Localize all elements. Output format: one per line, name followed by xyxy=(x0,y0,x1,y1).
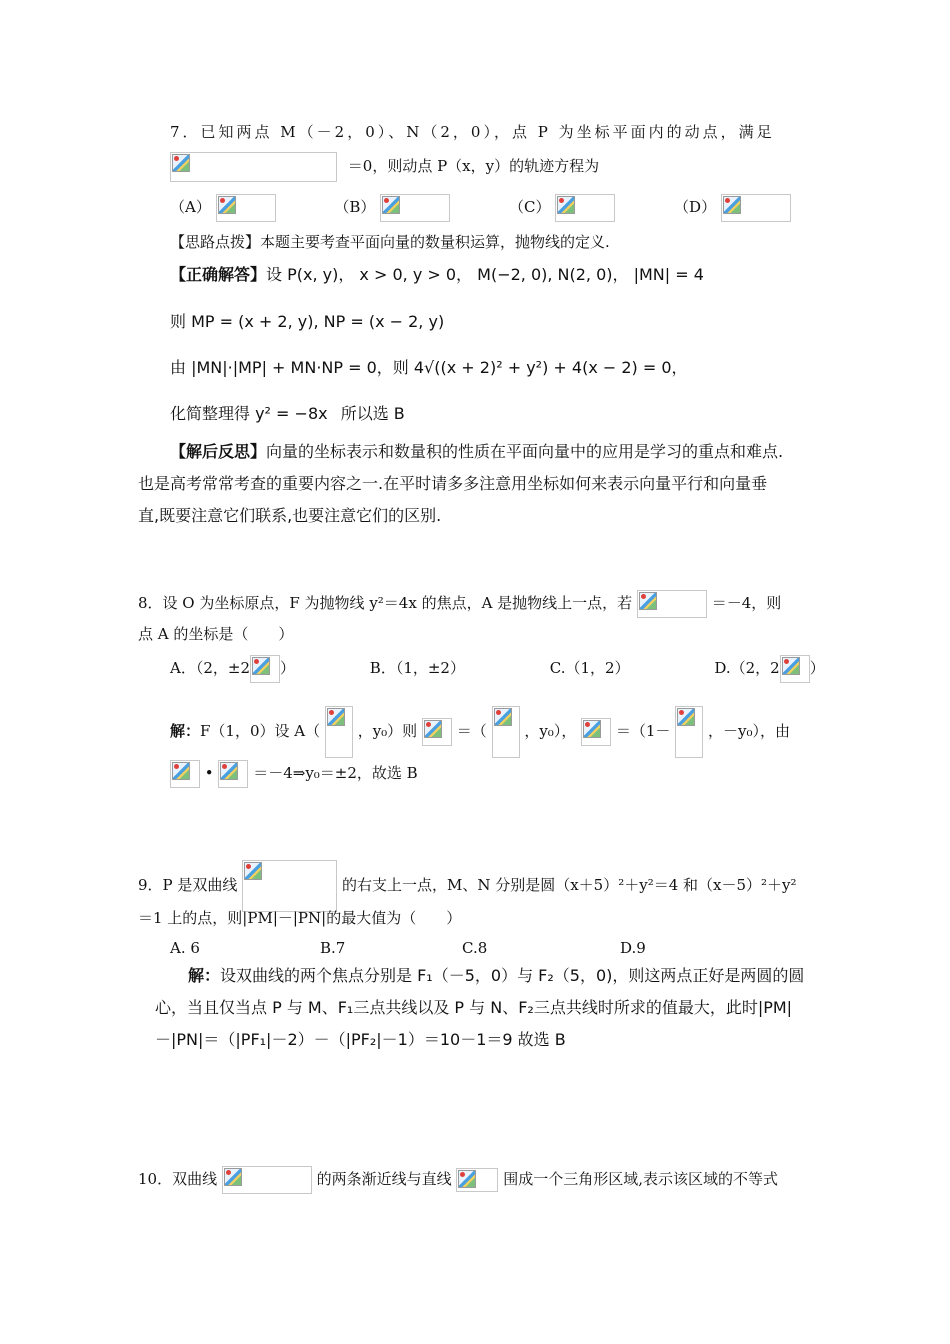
q8-solution-line2 xyxy=(170,760,418,788)
q8-stem-1a: 8．设 O 为坐标原点，F 为抛物线 y²＝4x 的焦点，A 是抛物线上一点，若 xyxy=(138,594,633,612)
q8-sol-1f: ，－y₀），由 xyxy=(708,722,790,740)
q7-answer-2: 则 MP = (x + 2, y), NP = (x − 2, y) xyxy=(170,312,445,331)
q10-stem-1b: 的两条渐近线与直线 xyxy=(316,1170,452,1188)
q8-option-b: B．（1，±2） xyxy=(369,659,465,677)
q7-hint xyxy=(170,230,610,254)
formula-image-icon xyxy=(555,194,615,222)
q8-stem-line2: 点 A 的坐标是（ ） xyxy=(138,625,294,643)
q7-reflect-line1 xyxy=(170,440,783,464)
q8-sol-2b: ＝－4⇒y₀＝±2，故选 B xyxy=(253,764,418,782)
q7-option-a-label: （A） xyxy=(170,198,211,216)
q10-stem-1a: 10．双曲线 xyxy=(138,1170,218,1188)
formula-image-icon xyxy=(216,194,276,222)
q7-answer-line4 xyxy=(170,402,405,426)
q7-stem-line1: 7．已知两点 M（－2，0）、N（2，0），点 P 为坐标平面内的动点，满足 xyxy=(170,123,775,141)
formula-image-icon xyxy=(325,706,353,758)
q9-stem-1a: 9．P 是双曲线 xyxy=(138,876,238,894)
q8-stem-line1 xyxy=(138,590,781,618)
formula-image-icon xyxy=(222,1166,312,1194)
q8-sol-1a: F（1，0）设 A（ xyxy=(200,722,321,740)
q7-answer-line1 xyxy=(170,263,704,287)
formula-image-icon xyxy=(721,194,791,222)
q9-stem-1b: 的右支上一点，M、N 分别是圆（x＋5）²＋y²＝4 和（x－5）²＋y² xyxy=(341,876,797,894)
q8-solution-line1 xyxy=(170,706,790,758)
q9-option-d: D.9 xyxy=(620,939,646,957)
q8-option-c: C.（1，2） xyxy=(549,659,630,677)
formula-image-icon xyxy=(380,194,450,222)
q7-reflect-3: 直,既要注意它们联系,也要注意它们的区别. xyxy=(138,506,442,525)
q8-options xyxy=(170,655,825,683)
q9-sol-2: 心，当且仅当点 P 与 M、F₁三点共线以及 P 与 N、F₂三点共线时所求的值最大，此时|PM| xyxy=(155,998,793,1017)
formula-image-icon xyxy=(170,760,200,788)
q9-stem-line2: ＝1 上的点，则|PM|－|PN|的最大值为（ ） xyxy=(138,909,462,927)
q9-stem-line1 xyxy=(138,860,797,912)
q9-options xyxy=(170,936,646,960)
q8-sol-tag: 解： xyxy=(170,722,201,740)
q9-solution-line1 xyxy=(188,964,804,988)
q10-stem-1c: 围成一个三角形区域,表示该区域的不等式 xyxy=(503,1170,779,1188)
q7-answer-3b: 则 4√((x + 2)² + y²) + 4(x − 2) = 0， xyxy=(392,358,688,377)
q7-answer-3a: 由 |MN|·|MP| + MN·NP = 0， xyxy=(170,358,393,377)
formula-image-icon xyxy=(218,760,248,788)
q9-sol-1: 设双曲线的两个焦点分别是 F₁（－5，0）与 F₂（5，0)，则这两点正好是两圆的圆 xyxy=(220,966,805,985)
q7-hint-tag: 【思路点拨】 xyxy=(170,233,261,251)
q7-stem-line2-text: ＝0，则动点 P（x，y）的轨迹方程为 xyxy=(347,157,600,175)
q8-sol-1b: ，y₀）则 xyxy=(357,722,418,740)
q8-sol-1c: ＝（ xyxy=(456,722,487,740)
q7-answer-4a: 化简整理得 y² = −8x xyxy=(170,404,328,423)
q9-option-a: A. 6 xyxy=(170,939,200,957)
q7-reflect-2: 也是高考常常考查的重要内容之一.在平时请多多注意用坐标如何来表示向量平行和向量垂 xyxy=(138,474,768,493)
q8-option-a: A．（2，±2 xyxy=(170,659,250,677)
formula-image-icon xyxy=(170,152,337,182)
q8-option-a-end: ） xyxy=(280,659,296,677)
q7-answer-4b: 所以选 B xyxy=(340,404,405,423)
q8-option-d-end: ） xyxy=(809,659,825,677)
q7-answer-1: 设 P(x, y)， x > 0, y > 0， M(−2, 0), N(2, 0)， |MN| = 4 xyxy=(266,265,704,284)
q7-option-b-label: （B） xyxy=(334,198,376,216)
q9-sol-3: －|PN|＝（|PF₁|－2）－（|PF₂|－1）＝10－1＝9 故选 B xyxy=(155,1030,566,1049)
q8-sol-1e: ＝（1－ xyxy=(615,722,671,740)
q7-answer-tag: 【正确解答】 xyxy=(170,265,267,284)
formula-image-icon xyxy=(456,1168,498,1192)
formula-image-icon xyxy=(242,860,337,912)
q7-hint-text: 本题主要考查平面向量的数量积运算，抛物线的定义. xyxy=(260,233,610,251)
formula-image-icon xyxy=(250,655,280,683)
q8-stem-1b: ＝－4，则 xyxy=(711,594,782,612)
q7-reflect-1: 向量的坐标表示和数量积的性质在平面向量中的应用是学习的重点和难点. xyxy=(266,442,784,461)
q7-stem-line2 xyxy=(170,152,599,182)
formula-image-icon xyxy=(581,718,611,746)
formula-image-icon xyxy=(492,706,520,758)
q8-option-d: D.（2，2 xyxy=(714,659,780,677)
q9-option-b: B.7 xyxy=(320,939,346,957)
formula-image-icon xyxy=(637,590,707,618)
q7-option-c-label: （C） xyxy=(509,198,551,216)
q7-option-d-label: （D） xyxy=(674,198,717,216)
q7-reflect-tag: 【解后反思】 xyxy=(170,442,267,461)
q7-answer-line3 xyxy=(170,356,688,380)
q8-sol-2a: • xyxy=(204,764,214,782)
formula-image-icon xyxy=(675,706,703,758)
q10-stem-line1 xyxy=(138,1166,778,1194)
q7-options xyxy=(170,194,791,222)
q9-sol-tag: 解： xyxy=(188,966,221,985)
formula-image-icon xyxy=(422,718,452,746)
q9-option-c: C.8 xyxy=(462,939,488,957)
q8-sol-1d: ，y₀）， xyxy=(524,722,577,740)
formula-image-icon xyxy=(780,655,810,683)
